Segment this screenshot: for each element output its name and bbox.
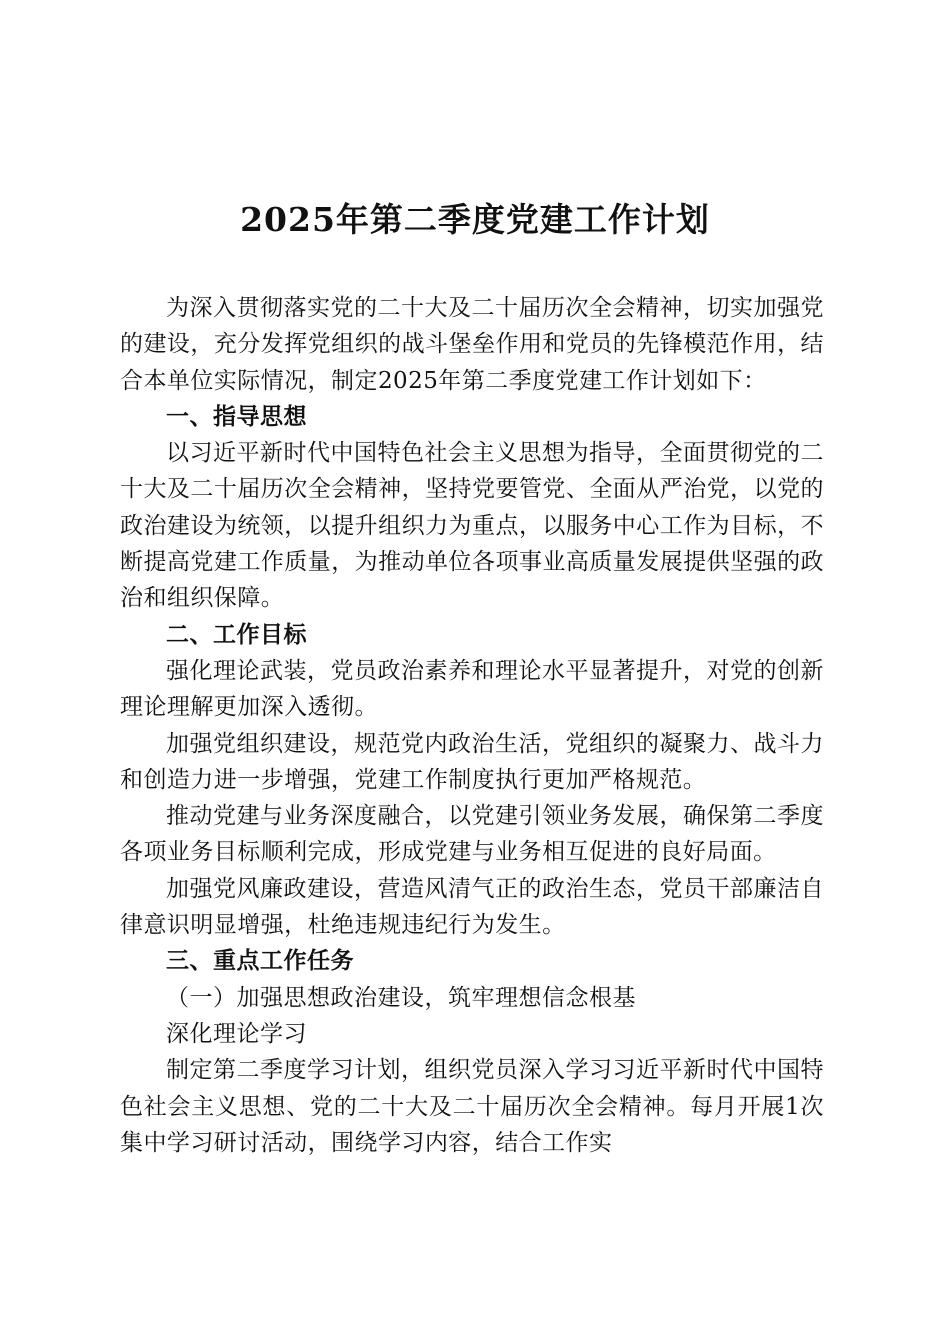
subsection-heading-ideology: （一）加强思想政治建设，筑牢理想信念根基 xyxy=(166,984,636,1011)
section-heading-guiding-thought: 一、指导思想 xyxy=(166,403,307,430)
section-heading-work-goals: 二、工作目标 xyxy=(166,621,307,648)
section-heading-key-tasks: 三、重点工作任务 xyxy=(166,948,354,975)
document-body xyxy=(120,290,824,1161)
intro-paragraph: 为深入贯彻落实党的二十大及二十届历次全会精神，切实加强党的建设，充分发挥党组织的战斗堡垒作用和党员的先锋模范作用，结合本单位实际情况，制定2025年第二季度党建工作计划如下： xyxy=(120,295,824,394)
guiding-thought-paragraph: 以习近平新时代中国特色社会主义思想为指导，全面贯彻党的二十大及二十届历次全会精神，坚持党要管党、全面从严治党，以党的政治建设为统领，以提升组织力为重点，以服务中心工作为目标，不断提高党建工作质量，为推动单位各项事业高质量发展提供坚强的政治和组织保障。 xyxy=(120,440,824,612)
work-goal-paragraph-2: 加强党组织建设，规范党内政治生活，党组织的凝聚力、战斗力和创造力进一步增强，党建工作制度执行更加严格规范。 xyxy=(120,730,824,793)
work-goal-paragraph-1: 强化理论武装，党员政治素养和理论水平显著提升，对党的创新理论理解更加深入透彻。 xyxy=(120,657,824,721)
work-goal-paragraph-3: 推动党建与业务深度融合，以党建引领业务发展，确保第二季度各项业务目标顺利完成，形成党建与业务相互促进的良好局面。 xyxy=(120,803,824,866)
subsection-item-theory-study: 深化理论学习 xyxy=(166,1020,307,1047)
document-title: 2025年第二季度党建工作计划 xyxy=(240,200,710,239)
theory-study-paragraph: 制定第二季度学习计划，组织党员深入学习习近平新时代中国特色社会主义思想、党的二十大及二十届历次全会精神。每月开展1次集中学习研讨活动，围绕学习内容，结合工作实 xyxy=(120,1057,824,1156)
work-goal-paragraph-4: 加强党风廉政建设，营造风清气正的政治生态，党员干部廉洁自律意识明显增强，杜绝违规违纪行为发生。 xyxy=(120,875,824,939)
